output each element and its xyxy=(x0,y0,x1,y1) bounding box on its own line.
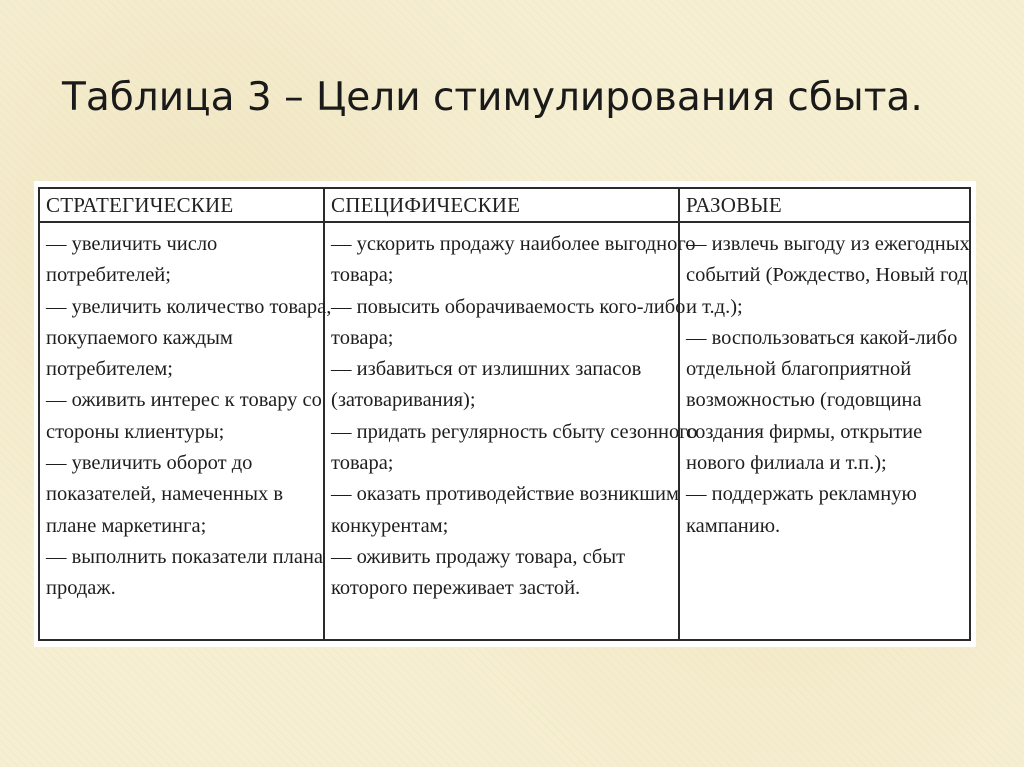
cell-line: — оживить продажу товара, сбыт xyxy=(331,545,626,568)
cell-line: — ускорить продажу наиболее выгодного xyxy=(331,233,696,255)
header-one-time: РАЗОВЫЕ xyxy=(679,188,970,222)
cell-line: кампанию. xyxy=(686,514,781,537)
cell-line: — оказать противодействие возникшим xyxy=(331,483,679,506)
cell-line: — увеличить количество товара, xyxy=(46,295,332,318)
table-header-row xyxy=(39,188,970,222)
cell-line: возможностью (годовщина xyxy=(686,389,922,412)
cell-line: создания фирмы, открытие xyxy=(686,420,923,443)
cell-line: товара; xyxy=(331,264,394,287)
cell-line: продаж. xyxy=(46,577,116,600)
cell-line: — воспользоваться какой-либо xyxy=(686,326,958,349)
cell-line: (затоваривания); xyxy=(331,389,476,412)
cell-line: товара; xyxy=(331,452,394,475)
cell-line: — оживить интерес к товару со xyxy=(46,389,322,412)
cell-line: событий (Рождество, Новый год xyxy=(686,264,968,287)
cell-line: товара; xyxy=(331,326,394,349)
cell-strategic xyxy=(39,222,332,640)
table-row xyxy=(39,222,970,640)
cell-line: которого переживает застой. xyxy=(331,577,581,600)
header-specific: СПЕЦИФИЧЕСКИЕ xyxy=(324,188,679,222)
cell-line: — повысить оборачиваемость кого-либо xyxy=(331,295,686,318)
cell-line: потребителем; xyxy=(46,358,173,381)
header-strategic: СТРАТЕГИЧЕСКИЕ xyxy=(39,188,324,222)
cell-line: и т.д.); xyxy=(686,295,743,318)
cell-line: стороны клиентуры; xyxy=(46,420,225,443)
cell-line: — увеличить оборот до xyxy=(46,452,253,475)
cell-line: — выполнить показатели плана xyxy=(46,545,324,568)
cell-line: потребителей; xyxy=(46,264,171,287)
cell-line: конкурентам; xyxy=(331,514,449,537)
cell-line: — придать регулярность сбыту сезонного xyxy=(331,420,698,443)
cell-line: — увеличить число xyxy=(46,233,218,255)
cell-line: показателей, намеченных в xyxy=(46,483,284,506)
cell-line: покупаемого каждым xyxy=(46,326,233,349)
cell-line: нового филиала и т.п.); xyxy=(686,452,887,475)
table-panel xyxy=(34,181,976,647)
cell-line: плане маркетинга; xyxy=(46,514,207,537)
slide-title: Таблица 3 – Цели стимулирования сбыта. xyxy=(62,75,923,120)
cell-line: — поддержать рекламную xyxy=(686,483,917,506)
cell-line: — извлечь выгоду из ежегодных xyxy=(686,233,970,255)
cell-one-time xyxy=(679,222,970,640)
cell-specific xyxy=(324,222,698,640)
cell-line: отдельной благоприятной xyxy=(686,358,912,381)
cell-line: — избавиться от излишних запасов xyxy=(331,358,642,381)
goals-table xyxy=(38,187,971,641)
